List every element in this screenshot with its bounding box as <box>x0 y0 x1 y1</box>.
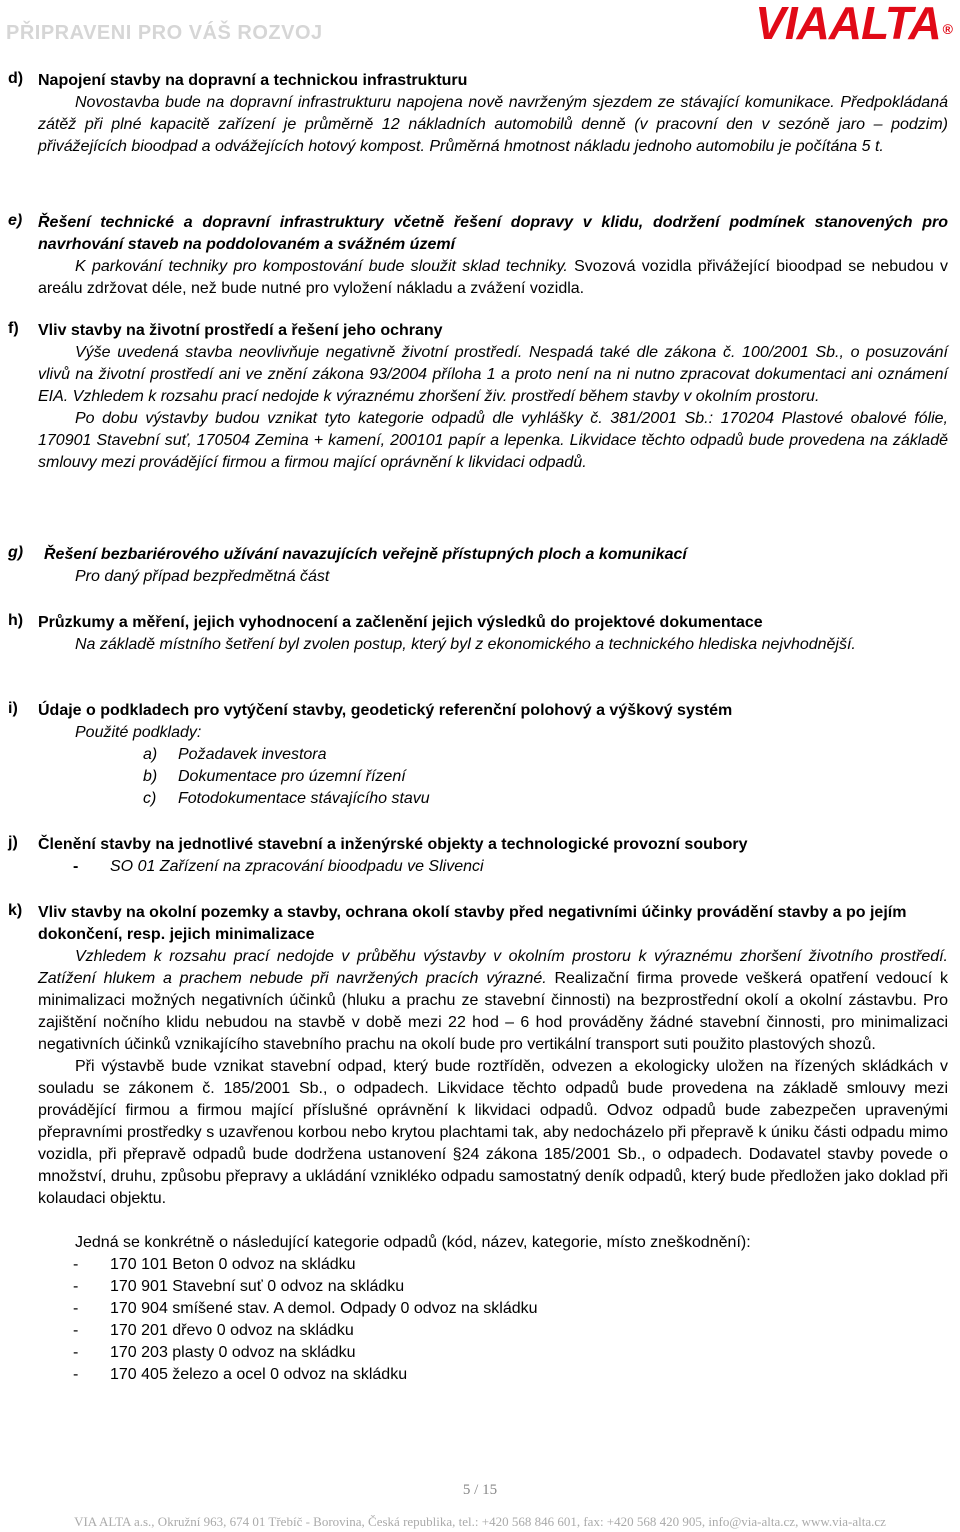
section-letter: e) <box>8 212 23 229</box>
list-item: - 170 901 Stavební suť 0 odvoz na skládku <box>73 1278 405 1295</box>
section-d <box>0 70 960 186</box>
list-item: - 170 405 železo a ocel 0 odvoz na skládku <box>73 1366 408 1383</box>
section-heading: Řešení technické a dopravní infrastruktury včetně řešení dopravy v klidu, dodržení podmínek stanovených pro navrhování staveb na poddolovaném a svážném území <box>38 214 948 253</box>
text-italic: K parkování techniky pro kompostování bude sloužit sklad techniky. <box>75 258 568 275</box>
objects-list <box>73 856 960 878</box>
section-heading: Vliv stavby na životní prostředí a řešení jeho ochrany <box>38 322 443 339</box>
waste-list <box>73 1254 960 1386</box>
section-text: Na základě místního šetření byl zvolen postup, který byl z ekonomického a technického hlediska nejvhodnější. <box>75 636 856 653</box>
sources-list <box>143 744 960 810</box>
page-header <box>0 0 960 56</box>
section-letter: f) <box>8 320 19 337</box>
section-text: Pro daný případ bezpředmětná část <box>75 568 330 585</box>
section-k <box>0 902 960 1386</box>
list-item: - 170 101 Beton 0 odvoz na skládku <box>73 1256 356 1273</box>
document-body <box>0 70 960 1386</box>
section-heading: Řešení bezbariérového užívání navazujících veřejně přístupných ploch a komunikací <box>44 546 687 563</box>
list-item: - 170 203 plasty 0 odvoz na skládku <box>73 1344 356 1361</box>
section-text: Novostavba bude na dopravní infrastrukturu napojena nově navrženým sjezdem ze stávající komunikace. Předpokládaná zátěž při plné kapacitě zařízení je průměrně 12 nákladních automobilů denně (v pracovní den v sezóně jaro – podzim) přivážejících bioodpad a odvážejících hotový kompost. Průměrná hmotnost nákladu jednoho automobilu je počítána 5 t. <box>38 94 948 155</box>
text-regular: Realizační firma provede veškerá opatření vedoucí k minimalizaci možných negativních účinků (hluku a prachu ze stavební činnosti) na bezprostřední okolí a okolní zástavbu. Pro zajištění nočního klidu nebudou na stavbě v době mezi 22 hod – 6 hod prováděny žádné stavební činnosti, pro minimalizaci negativních účinků vznikajícího stavebního prachu na okolí bude pro vertikální transport suti použito plastových shozů. <box>38 970 949 1053</box>
section-paragraph <box>38 946 948 1056</box>
section-letter: k) <box>8 902 23 919</box>
section-heading: Členění stavby na jednotlivé stavební a inženýrské objekty a technologické provozní soubory <box>38 836 748 853</box>
section-text: Použité podklady: <box>75 724 202 741</box>
section-letter: g) <box>8 544 24 561</box>
list-item: c) Fotodokumentace stávajícího stavu <box>143 790 430 807</box>
list-item: - SO 01 Zařízení na zpracování bioodpadu ve Slivenci <box>73 858 484 875</box>
section-heading: Údaje o podkladech pro vytýčení stavby, geodetický referenční polohový a výškový systém <box>38 702 733 719</box>
section-f <box>0 320 960 520</box>
list-item: - 170 904 smíšené stav. A demol. Odpady 0 odvoz na skládku <box>73 1300 538 1317</box>
section-letter: h) <box>8 612 24 629</box>
section-letter: i) <box>8 700 18 717</box>
list-item: b) Dokumentace pro územní řízení <box>143 768 406 785</box>
section-e <box>0 212 960 330</box>
registered-mark: ® <box>942 21 952 37</box>
section-heading: Napojení stavby na dopravní a technickou infrastrukturu <box>38 72 468 89</box>
list-item: a) Požadavek investora <box>143 746 327 763</box>
list-item: - 170 201 dřevo 0 odvoz na skládku <box>73 1322 354 1339</box>
section-j <box>0 834 960 880</box>
footer-address: VIA ALTA a.s., Okružní 963, 674 01 Třebíč - Borovina, Česká republika, tel.: +420 568 846 601, fax: +420 568 420 905, info@via-alta.cz, www.via-alta.cz <box>74 1514 886 1529</box>
section-paragraph: Jedná se konkrétně o následující kategorie odpadů (kód, název, kategorie, místo zneškodnění): <box>75 1234 751 1251</box>
section-letter: d) <box>8 70 24 87</box>
section-g <box>0 544 960 590</box>
section-heading: Vliv stavby na okolní pozemky a stavby, ochrana okolí stavby před negativními účinky provádění stavby a po jejím dokončení, resp. jejich minimalizace <box>38 904 907 943</box>
logo-text: VIAALTA <box>755 0 941 49</box>
section-text <box>38 256 948 300</box>
header-tagline: PŘIPRAVENI PRO VÁŠ ROZVOJ <box>6 22 323 44</box>
section-i <box>0 700 960 812</box>
section-paragraph: Po dobu výstavby budou vznikat tyto kategorie odpadů dle vyhlášky č. 381/2001 Sb.: 170204 Plastové obalové fólie, 170901 Stavební suť, 170504 Zemina + kamení, 200101 papír a lepenka. Likvidace těchto odpadů bude provedena na základě smlouvy mezi provádějící firmou a firmou mající oprávnění k likvidaci odpadů. <box>38 410 948 471</box>
section-paragraph: Výše uvedená stavba neovlivňuje negativně životní prostředí. Nespadá také dle zákona č. 100/2001 Sb., o posuzování vlivů na životní prostředí ani ve znění zákona 93/2004 příloha 1 a proto není na ni nutno zpracovat dokumentaci ani oznámení EIA. Vzhledem k rozsahu prací nedojde k výraznému zhoršení živ. prostředí během stavby v okolním prostoru. <box>38 344 948 405</box>
page-number: 5 / 15 <box>462 1482 498 1498</box>
text-regular: Svozová vozidla přivážející bioodpad se nebudou v areálu zdržovat déle, než bude nutné pro vyložení nákladu a zvážení vozidla. <box>38 258 949 297</box>
section-paragraph: Při výstavbě bude vznikat stavební odpad, který bude roztříděn, odvezen a ekologicky uložen na řízených skládkách v souladu se zákonem č. 185/2001 Sb., o odpadech. Likvidace těchto odpadů bude provedena na základě smlouvy mezi provádějící firmou a firmou mající příslušné oprávnění k likvidaci odpadů. Odvoz odpadů bude zabezpečen upravenými přepravními prostředky s uzavřenou korbou nebo krytou plachtami tak, aby nedocházelo při přepravě k úniku části odpadu mimo vozidla, při přepravě odpadů bude dodržena ustanovení §24 zákona 185/2001 Sb., o odpadech. Dodavatel stavby povede o množství, druhu, způsobu přepravy a ukládání vznikléko odpadu samostatný deník odpadů, který bude předložen jako doklad při kolaudaci objektu. <box>38 1058 948 1207</box>
text-italic: Vzhledem k rozsahu prací nedojde v průběhu výstavby v okolním prostoru k výraznému zhoršení životního prostředí. Zatížení hlukem a prachem nebude při navržených pracích výrazné. <box>38 948 948 987</box>
section-heading: Průzkumy a měření, jejich vyhodnocení a začlenění jejich výsledků do projektové dokumentace <box>38 614 763 631</box>
company-logo <box>755 0 952 49</box>
section-letter: j) <box>8 834 18 851</box>
section-h <box>0 612 960 678</box>
